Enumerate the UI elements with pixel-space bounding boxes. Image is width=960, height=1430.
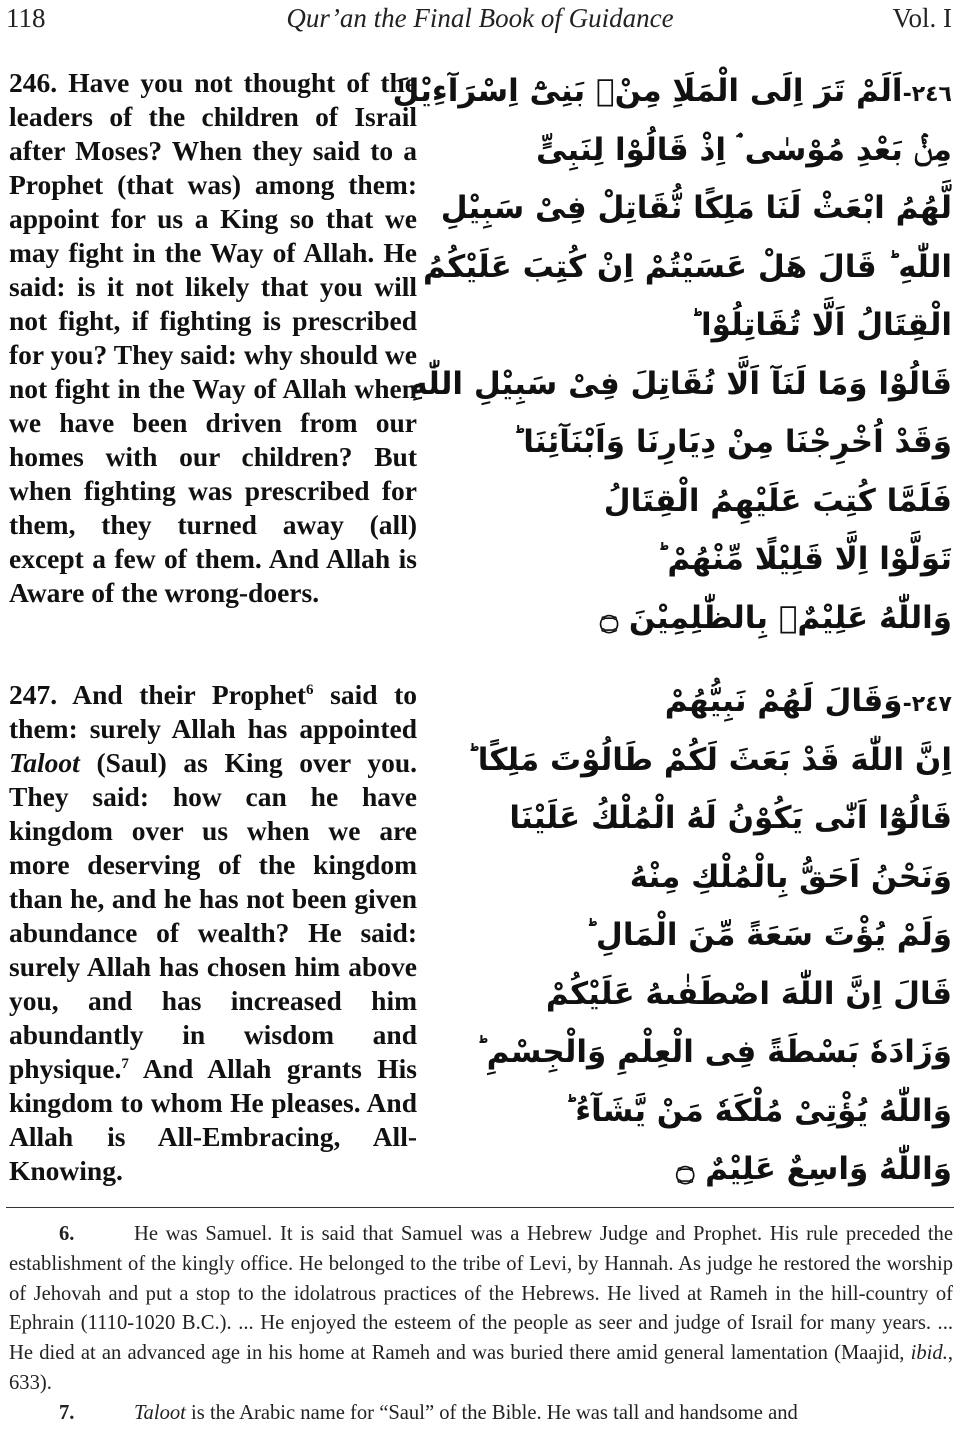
footnote-ref-7[interactable]: 7	[121, 1056, 129, 1072]
footnotes	[9, 1220, 953, 1429]
footnote-ref-6[interactable]: 6	[306, 682, 314, 698]
arabic-line: الْقِتَالُ اَلَّا تُقَاتِلُوْا ؕ	[690, 307, 952, 343]
arabic-line: وَاللّٰهُ يُؤْتِىْ مُلْكَهٗ مَنْ يَّشَآءُ ؕ	[564, 1092, 952, 1129]
arabic-line: وَلَمْ يُؤْتَ سَعَةً مِّنَ الْمَالِ ؕ	[585, 917, 952, 953]
footnote-6: 6. He was Samuel. It is said that Samuel was a Hebrew Judge and Prophet. His rule preceded the establishment of the kingly office. He belonged to the tribe of Levi, by Hannah. As judge he restored the worship of Jehovah and put a stop to the idolatrous practices of the Hebrews. He lived at Rameh in the hill-country of Ephrain (1110-1020 B.C.). ... He enjoyed the esteem of the people as seer and judge of Israil for many years. ... He died at an advanced age in his home at Rameh and was buried there amid general lamentation (Maajid, ibid., 633).	[9, 1220, 953, 1399]
verse-text: Have you not thought of the leaders of the children of Israil after Moses? When they said to a Prophet (that was) among them: appoint for us a King so that we may fight in the Way of Allah. He said: is it not likely that you will not fight, if fighting is prescribed for you? They said: why should we not fight in the Way of Allah when we have been driven from our homes with our children? But when fighting was prescribed for them, they turned away (all) except a few of them. And Allah is Aware of the wrong-doers.	[9, 67, 418, 608]
footnote-number: 6.	[59, 1223, 75, 1245]
arabic-line: وَنَحْنُ اَحَقُّ بِالْمُلْكِ مِنْهُ	[629, 858, 952, 895]
arabic-line: اِنَّ اللّٰهَ قَدْ بَعَثَ لَكُمْ طَالُوْتَ مَلِكًا ؕ	[466, 741, 952, 778]
verse-246-translation	[9, 66, 417, 610]
footnote-7: 7. Taloot is the Arabic name for “Saul” of the Bible. He was tall and handsome and	[9, 1399, 953, 1429]
footnote-divider	[6, 1207, 954, 1208]
page-number: 118	[6, 3, 46, 33]
arabic-line: وَاللّٰهُ وَاسِعٌ عَلِيْمٌ ۝	[676, 1151, 952, 1187]
arabic-verse-marker: ٢٤٦-	[902, 82, 952, 107]
verse-246-arabic	[392, 62, 952, 647]
arabic-verse-marker: ٢٤٧-	[902, 692, 952, 717]
taloot-italic: Taloot	[9, 747, 80, 778]
arabic-line: مِنْۢ بَعْدِ مُوْسٰى ۘ اِذْ قَالُوْا لِنَبِىٍّ	[535, 131, 952, 168]
verse-247-translation: 247. And their Prophet$^6$ said to them: surely Allah has appointed Taloot (Saul) as King over you. They said: how can he have kingdom over us when we are more deserving of the kingdom than he, and he has not been given abundance of wealth? He said: surely Allah has chosen him above you, and has increased him abundantly in wisdom and physique.$^7$ And Allah grants His kingdom to whom He pleases. And Allah is All-Embracing, All-Knowing.	[9, 679, 418, 1186]
arabic-line: قَالُوْا وَمَا لَنَآ اَلَّا نُقَاتِلَ فِىْ سَبِيْلِ اللّٰهِ	[409, 365, 952, 402]
arabic-line: وَاللّٰهُ عَلِيْمٌۢ بِالظّٰلِمِيْنَ ۝	[599, 599, 952, 636]
arabic-line: ٢٤٦-اَلَمْ تَرَ اِلَى الْمَلَاِ مِنْۢ بَنِىْٓ اِسْرَآءِيْلَ	[392, 73, 952, 109]
book-title: Qur’an the Final Book of Guidance	[286, 3, 674, 33]
arabic-line: وَقَدْ اُخْرِجْنَا مِنْ دِيَارِنَا وَاَبْنَآئِنَا ؕ	[512, 424, 952, 460]
verse-247-arabic	[466, 672, 952, 1199]
verse-number: 246.	[9, 67, 58, 98]
arabic-line: ٢٤٧-وَقَالَ لَهُمْ نَبِيُّهُمْ	[664, 683, 952, 719]
arabic-line: فَلَمَّا كُتِبَ عَلَيْهِمُ الْقِتَالُ	[603, 482, 952, 519]
verse-number: 247.	[9, 679, 58, 710]
volume-label: Vol. I	[892, 3, 952, 33]
arabic-line: لَّهُمُ ابْعَثْ لَنَا مَلِكًا نُّقَاتِلْ فِىْ سَبِيْلِ	[440, 190, 952, 226]
arabic-line: قَالُوْٓا اَنّٰى يَكُوْنُ لَهُ الْمُلْكُ عَلَيْنَا	[509, 800, 952, 836]
arabic-line: تَوَلَّوْا اِلَّا قَلِيْلًا مِّنْهُمْ ؕ	[656, 541, 952, 577]
arabic-line: اللّٰهِ ؕ قَالَ هَلْ عَسَيْتُمْ اِنْ كُتِبَ عَلَيْكُمُ	[422, 248, 952, 285]
footnote-number: 7.	[59, 1401, 75, 1424]
arabic-line: قَالَ اِنَّ اللّٰهَ اصْطَفٰىهُ عَلَيْكُمْ	[545, 975, 952, 1012]
arabic-line: وَزَادَهٗ بَسْطَةً فِى الْعِلْمِ وَالْجِسْمِ ؕ	[475, 1034, 952, 1070]
running-header	[0, 0, 960, 40]
